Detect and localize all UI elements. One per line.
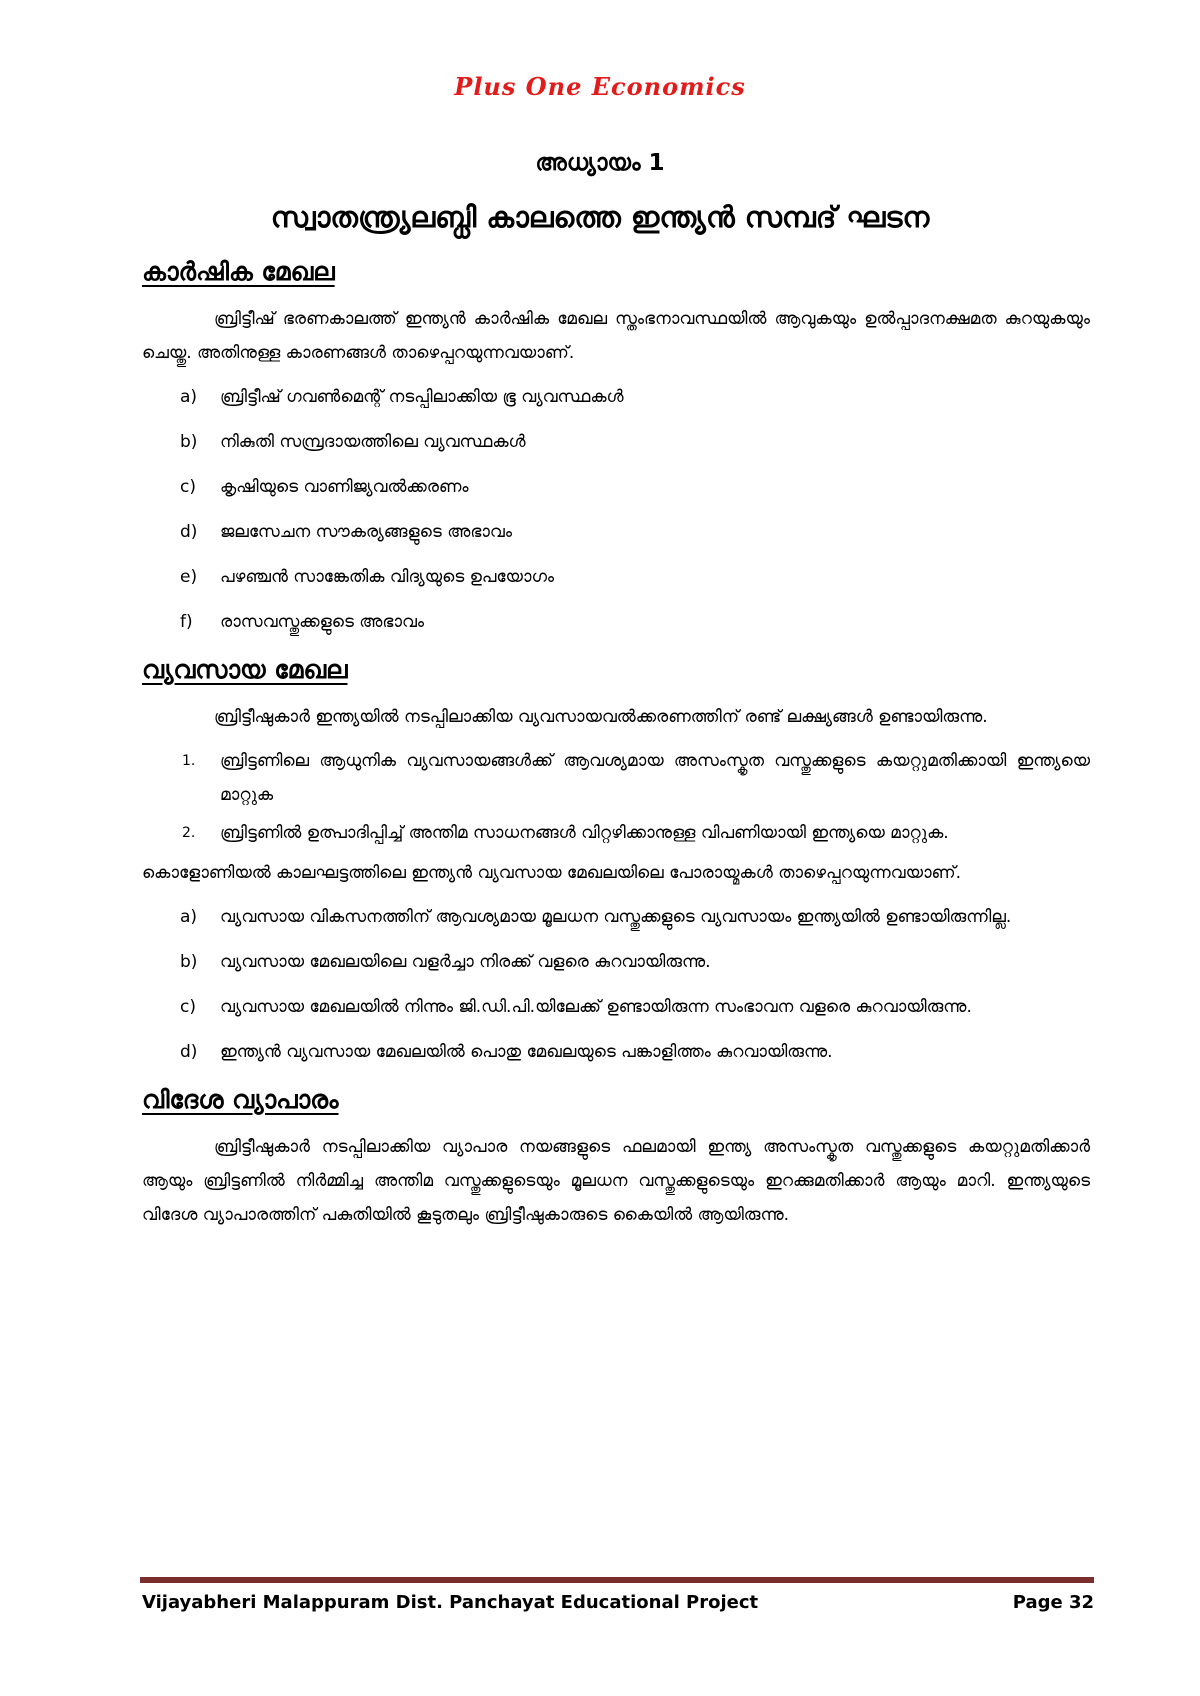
footer-project-name: Vijayabheri Malappuram Dist. Panchayat Educational Project [142,1592,759,1613]
list-item-text: നികുതി സമ്പ്രദായത്തിലെ വ്യവസ്ഥകൾ [220,432,526,452]
list-item [142,380,1090,414]
list-marker: b) [180,952,198,972]
list-item [142,744,1090,812]
paragraph-industry-weakness-intro: കൊളോണിയൽ കാലഘട്ടത്തിലെ ഇന്ത്യൻ വ്യവസായ മേഖലയിലെ പോരായ്മകൾ താഴെപ്പറയുന്നവയാണ്. [142,863,962,883]
list-marker: c) [180,477,196,497]
list-marker: e) [180,567,198,587]
paragraph-agriculture-intro: ബ്രിട്ടീഷ് ഭരണകാലത്ത് ഇന്ത്യൻ കാർഷിക മേഖല സ്തംഭനാവസ്ഥയിൽ ആവുകയും ഉൽപ്പാദനക്ഷമത കുറയുകയും ചെയ്തു. അതിനുള്ള കാരണങ്ങൾ താഴെപ്പറയുന്നവയാണ്. [142,309,1090,363]
chapter-label: അധ്യായം 1 [535,150,665,176]
list-item [142,990,1090,1024]
list-item-text: ബ്രിട്ടീഷ് ഗവൺമെന്റ് നടപ്പിലാക്കിയ ഭൂ വ്യവസ്ഥകൾ [220,387,624,407]
list-item [142,945,1090,979]
page-title: സ്വാതന്ത്ര്യലബ്ധി കാലത്തെ ഇന്ത്യൻ സമ്പദ് ഘടന [270,200,930,234]
list-marker: a) [180,907,198,927]
list-marker: d) [180,1042,198,1062]
section-heading-trade: വിദേശ വ്യാപാരം [142,1085,339,1114]
list-item [142,816,1090,850]
list-item-text: രാസവസ്തുക്കളുടെ അഭാവം [220,612,424,632]
list-item-text: വ്യവസായ വികസനത്തിന് ആവശ്യമായ മൂലധന വസ്തുക്കളുടെ വ്യവസായം ഇന്ത്യയിൽ ഉണ്ടായിരുന്നില്ല. [220,907,1012,927]
list-marker: 2. [182,825,196,841]
list-item [142,560,1090,594]
footer-page-number: Page 32 [1012,1592,1094,1613]
footer-divider [140,1577,1094,1583]
paragraph-industry-intro: ബ്രിട്ടീഷുകാർ ഇന്ത്യയിൽ നടപ്പിലാക്കിയ വ്യവസായവൽക്കരണത്തിന് രണ്ട് ലക്ഷ്യങ്ങൾ ഉണ്ടായിരുന്നു. [214,707,988,727]
list-item [142,1035,1090,1069]
list-marker: c) [180,997,196,1017]
section-heading-industry: വ്യവസായ മേഖല [142,655,348,684]
list-item-text: കൃഷിയുടെ വാണിജ്യവൽക്കരണം [220,477,469,497]
list-item [142,515,1090,549]
list-item-text: വ്യവസായ മേഖലയിൽ നിന്നും ജി.ഡി.പി.യിലേക്ക് ഉണ്ടായിരുന്ന സംഭാവന വളരെ കുറവായിരുന്നു. [220,997,972,1017]
list-industry-weaknesses [142,900,1090,1069]
header-title: Plus One Economics [454,72,746,101]
list-marker: b) [180,432,198,452]
list-item-text: വ്യവസായ മേഖലയിലെ വളർച്ചാ നിരക്ക് വളരെ കുറവായിരുന്നു. [220,952,711,972]
list-item [142,470,1090,504]
list-marker: d) [180,522,198,542]
section-heading-agriculture: കാർഷിക മേഖല [142,257,335,286]
list-item-text: ബ്രിട്ടണിൽ ഉത്പാദിപ്പിച്ച് അന്തിമ സാധനങ്ങൾ വിറ്റഴിക്കാനുള്ള വിപണിയായി ഇന്ത്യയെ മാറ്റുക. [220,823,949,843]
list-marker: f) [180,612,193,632]
list-industry-goals [142,744,1090,850]
list-item [142,425,1090,459]
content-body [142,252,1090,1242]
list-agriculture-reasons [142,380,1090,639]
paragraph-trade: ബ്രിട്ടീഷുകാർ നടപ്പിലാക്കിയ വ്യാപാര നയങ്ങളുടെ ഫലമായി ഇന്ത്യ അസംസ്കൃത വസ്തുക്കളുടെ കയറ്റുമതിക്കാർ ആയും ബ്രിട്ടണിൽ നിർമ്മിച്ച അന്തിമ വസ്തുക്കളുടെയും മൂലധന വസ്തുക്കളുടെയും ഇറക്കുമതിക്കാർ ആയും മാറി. ഇന്ത്യയുടെ വിദേശ വ്യാപാരത്തിന് പകുതിയിൽ കൂടുതലും ബ്രിട്ടീഷുകാരുടെ കൈയിൽ ആയിരുന്നു. [142,1137,1090,1225]
list-item-text: പഴഞ്ചൻ സാങ്കേതിക വിദ്യയുടെ ഉപയോഗം [220,567,555,587]
list-item [142,605,1090,639]
list-item-text: ബ്രിട്ടണിലെ ആധുനിക വ്യവസായങ്ങൾക്ക് ആവശ്യമായ അസംസ്കൃത വസ്തുക്കളുടെ കയറ്റുമതിക്കായി ഇന്ത്യയെ മാറ്റുക [220,751,1090,805]
list-item-text: ജലസേചന സൗകര്യങ്ങളുടെ അഭാവം [220,522,512,542]
list-item [142,900,1090,934]
list-item-text: ഇന്ത്യൻ വ്യവസായ മേഖലയിൽ പൊതു മേഖലയുടെ പങ്കാളിത്തം കുറവായിരുന്നു. [220,1042,833,1062]
list-marker: 1. [182,753,196,769]
list-marker: a) [180,387,198,407]
